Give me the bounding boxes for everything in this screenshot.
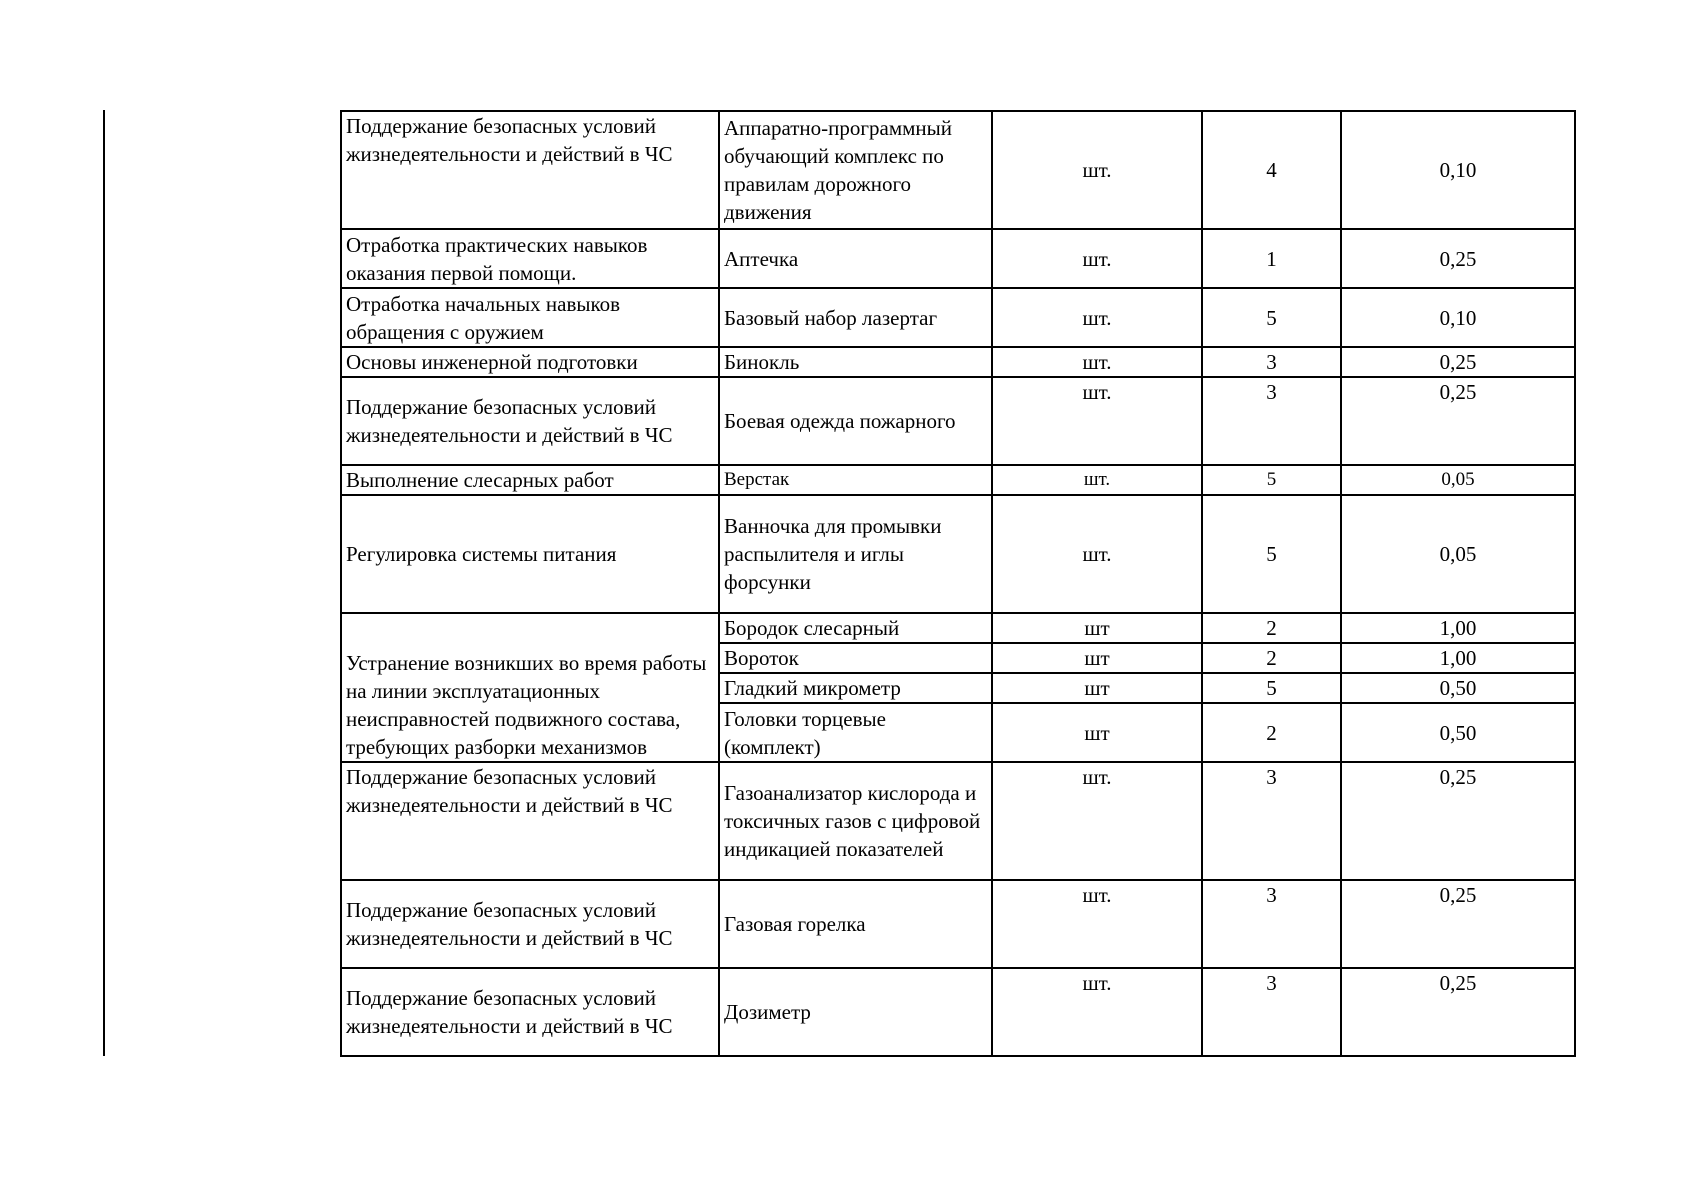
unit-cell: шт. xyxy=(992,495,1202,613)
item-cell: Верстак xyxy=(719,465,992,495)
topic-cell: Поддержание безопасных условий жизнедеятельности и действий в ЧС xyxy=(341,377,719,465)
topic-cell: Поддержание безопасных условий жизнедеятельности и действий в ЧС xyxy=(341,762,719,880)
quantity-cell: 5 xyxy=(1202,288,1341,347)
unit-cell: шт. xyxy=(992,229,1202,288)
quantity-cell: 2 xyxy=(1202,643,1341,673)
norm-cell: 0,50 xyxy=(1341,703,1575,762)
norm-cell: 0,25 xyxy=(1341,762,1575,880)
topic-cell: Основы инженерной подготовки xyxy=(341,347,719,377)
topic-cell: Поддержание безопасных условий жизнедеятельности и действий в ЧС xyxy=(341,968,719,1056)
topic-cell: Поддержание безопасных условий жизнедеятельности и действий в ЧС xyxy=(341,880,719,968)
topic-cell: Поддержание безопасных условий жизнедеятельности и действий в ЧС xyxy=(341,111,719,229)
page-margin-line xyxy=(103,110,105,1056)
quantity-cell: 3 xyxy=(1202,968,1341,1056)
quantity-cell: 1 xyxy=(1202,229,1341,288)
unit-cell: шт xyxy=(992,613,1202,643)
unit-cell: шт. xyxy=(992,347,1202,377)
norm-cell: 0,25 xyxy=(1341,377,1575,465)
norm-cell: 0,25 xyxy=(1341,347,1575,377)
table-row xyxy=(341,968,1575,1056)
unit-cell: шт. xyxy=(992,762,1202,880)
item-cell: Газовая горелка xyxy=(719,880,992,968)
norm-cell: 0,10 xyxy=(1341,288,1575,347)
quantity-cell: 3 xyxy=(1202,347,1341,377)
item-cell: Боевая одежда пожарного xyxy=(719,377,992,465)
quantity-cell: 2 xyxy=(1202,613,1341,643)
norm-cell: 0,25 xyxy=(1341,880,1575,968)
table-row xyxy=(341,880,1575,968)
table-row xyxy=(341,288,1575,347)
item-cell: Вороток xyxy=(719,643,992,673)
topic-cell: Отработка начальных навыков обращения с оружием xyxy=(341,288,719,347)
unit-cell: шт. xyxy=(992,111,1202,229)
table-row xyxy=(341,347,1575,377)
norm-cell: 0,25 xyxy=(1341,229,1575,288)
norm-cell: 1,00 xyxy=(1341,643,1575,673)
item-cell: Ванночка для промывки распылителя и иглы форсунки xyxy=(719,495,992,613)
unit-cell: шт xyxy=(992,703,1202,762)
equipment-table xyxy=(340,110,1576,1057)
item-cell: Головки торцевые (комплект) xyxy=(719,703,992,762)
topic-cell: Выполнение слесарных работ xyxy=(341,465,719,495)
norm-cell: 0,05 xyxy=(1341,495,1575,613)
item-cell: Гладкий микрометр xyxy=(719,673,992,703)
table-row xyxy=(341,613,1575,643)
table-row xyxy=(341,377,1575,465)
item-cell: Аптечка xyxy=(719,229,992,288)
quantity-cell: 5 xyxy=(1202,673,1341,703)
table-row xyxy=(341,762,1575,880)
norm-cell: 0,25 xyxy=(1341,968,1575,1056)
unit-cell: шт. xyxy=(992,880,1202,968)
quantity-cell: 3 xyxy=(1202,377,1341,465)
topic-cell: Регулировка системы питания xyxy=(341,495,719,613)
norm-cell: 0,05 xyxy=(1341,465,1575,495)
quantity-cell: 5 xyxy=(1202,495,1341,613)
unit-cell: шт xyxy=(992,643,1202,673)
quantity-cell: 3 xyxy=(1202,880,1341,968)
norm-cell: 0,10 xyxy=(1341,111,1575,229)
item-cell: Базовый набор лазертаг xyxy=(719,288,992,347)
topic-cell: Отработка практических навыков оказания первой помощи. xyxy=(341,229,719,288)
unit-cell: шт. xyxy=(992,288,1202,347)
unit-cell: шт. xyxy=(992,465,1202,495)
unit-cell: шт. xyxy=(992,968,1202,1056)
quantity-cell: 4 xyxy=(1202,111,1341,229)
item-cell: Дозиметр xyxy=(719,968,992,1056)
topic-cell: Устранение возникших во время работы на линии эксплуатационных неисправностей подвижного состава, требующих разборки механизмов xyxy=(341,613,719,762)
unit-cell: шт xyxy=(992,673,1202,703)
table-row xyxy=(341,495,1575,613)
quantity-cell: 3 xyxy=(1202,762,1341,880)
item-cell: Бинокль xyxy=(719,347,992,377)
norm-cell: 1,00 xyxy=(1341,613,1575,643)
item-cell: Аппаратно-программный обучающий комплекс по правилам дорожного движения xyxy=(719,111,992,229)
item-cell: Бородок слесарный xyxy=(719,613,992,643)
table-row xyxy=(341,229,1575,288)
norm-cell: 0,50 xyxy=(1341,673,1575,703)
quantity-cell: 2 xyxy=(1202,703,1341,762)
quantity-cell: 5 xyxy=(1202,465,1341,495)
unit-cell: шт. xyxy=(992,377,1202,465)
table-row xyxy=(341,111,1575,229)
table-row xyxy=(341,465,1575,495)
item-cell: Газоанализатор кислорода и токсичных газов с цифровой индикацией показателей xyxy=(719,762,992,880)
